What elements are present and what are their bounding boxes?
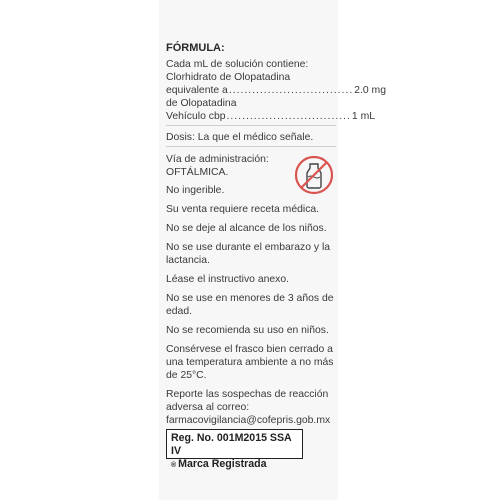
vehicle-value: 1 mL — [351, 111, 376, 122]
route-label: Vía de administración: — [166, 154, 269, 165]
warning-children-use: No se recomienda su uso en niños. — [166, 325, 329, 336]
registration-box — [166, 429, 303, 470]
registration-number: Reg. No. 001M2015 SSA IV — [171, 432, 292, 457]
warning-instructions: Léase el instructivo anexo. — [166, 274, 290, 285]
not-ingestible: No ingerible. — [166, 185, 225, 196]
equivalent-label: equivalente a — [166, 85, 228, 96]
equivalent-value: 2.0 mg — [354, 85, 386, 96]
route-section — [166, 153, 336, 197]
formula-title: FÓRMULA: — [166, 42, 225, 54]
ingredient-base: de Olopatadina — [166, 98, 237, 109]
formula-section — [166, 42, 386, 126]
vehicle-row — [166, 110, 376, 123]
equivalent-row — [166, 84, 386, 97]
no-drink-icon — [292, 153, 336, 197]
warning-prescription: Su venta requiere receta médica. — [166, 204, 320, 215]
registered-symbol: ® — [171, 462, 177, 469]
report-text: Reporte las sospechas de reacción adversa al correo: farmacovigilancia@cofepris.gob.mx — [166, 389, 331, 426]
warning-pregnancy: No se use durante el embarazo y la lactancia. — [166, 242, 331, 266]
dose-text: Dosis: La que el médico señale. — [166, 131, 336, 147]
vehicle-label: Vehículo cbp — [166, 111, 226, 122]
label-content — [166, 42, 386, 433]
storage-text: Consérvese el frasco bien cerrado a una temperatura ambiente a no más de 25°C. — [166, 344, 334, 381]
leader-dots: ................................ — [226, 111, 351, 122]
warning-children-reach: No se deje al alcance de los niños. — [166, 223, 327, 234]
trademark-text: Marca Registrada — [178, 458, 267, 470]
route-value: OFTÁLMICA. — [166, 167, 229, 178]
warning-age: No se use en menores de 3 años de edad. — [166, 293, 334, 317]
formula-intro: Cada mL de solución contiene: — [166, 59, 309, 70]
ingredient-name: Clorhidrato de Olopatadina — [166, 72, 291, 83]
leader-dots: ................................ — [228, 85, 354, 96]
